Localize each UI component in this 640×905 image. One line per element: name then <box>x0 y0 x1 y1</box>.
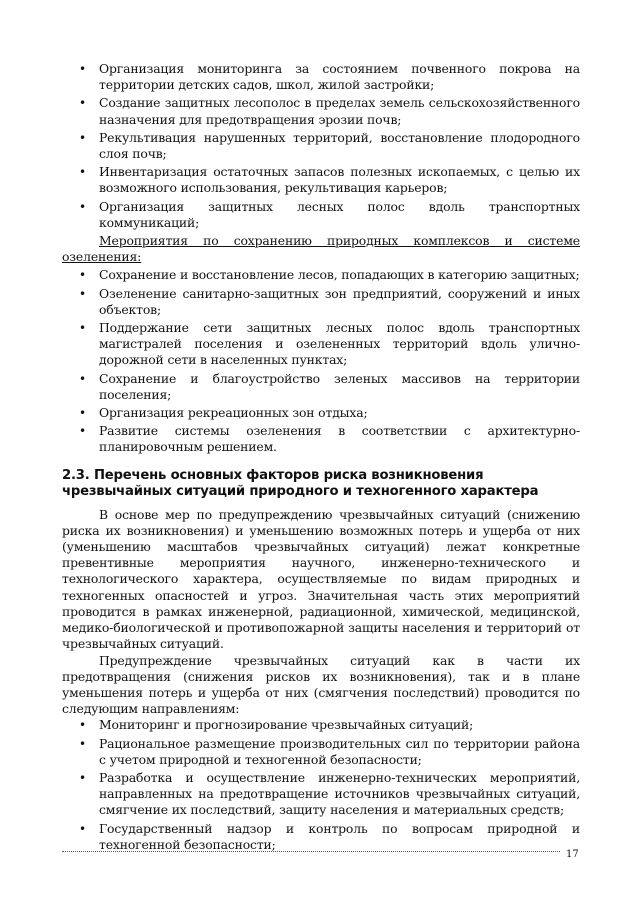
greening-measures-list <box>62 267 580 455</box>
list-item: • Рекультивация нарушенных территорий, восстановление плодородного слоя почв; <box>62 130 580 162</box>
list-item: • Инвентаризация остаточных запасов полезных ископаемых, с целью их возможного использования, рекультивация карьеров; <box>62 164 580 196</box>
list-item: • Разработка и осуществление инженерно-технических мероприятий, направленных на предотвращение источников чрезвычайных ситуаций, смягчение их последствий, защиту населения и материальных средств; <box>62 770 580 819</box>
list-item: • Озеленение санитарно-защитных зон предприятий, сооружений и иных объектов; <box>62 286 580 318</box>
paragraph-prevention-basis: В основе мер по предупреждению чрезвычайных ситуаций (снижению риска их возникновения) и уменьшению возможных потерь и ущерба от них (уменьшению масштабов чрезвычайных ситуаций) лежат конкретные превентивные мероприятия научного, инженерно-технического и технологического характера, осуществляемые по видам природных и техногенных опасностей и угроз. Значительная часть этих мероприятий проводится в рамках инженерной, радиационной, химической, медицинской, медико-биологической и противопожарной защиты населения и территорий от чрезвычайных ситуаций. <box>62 506 580 652</box>
section-title: 2.3. Перечень основных факторов риска возникновения чрезвычайных ситуаций природного и техногенного характера <box>62 467 539 500</box>
prevention-directions-list <box>62 717 580 853</box>
list-item: • Организация мониторинга за состоянием почвенного покрова на территории детских садов, школ, жилой застройки; <box>62 61 580 93</box>
list-item: • Сохранение и благоустройство зеленых массивов на территории поселения; <box>62 371 580 403</box>
list-item: • Организация защитных лесных полос вдоль транспортных коммуникаций; <box>62 199 580 231</box>
paragraph-prevention-directions: Предупреждение чрезвычайных ситуаций как в части их предотвращения (снижения рисков их возникновения), так и в плане уменьшения потерь и ущерба от них (смягчения последствий) проводится по следующим направлениям: <box>62 652 580 717</box>
list-item: • Поддержание сети защитных лесных полос вдоль транспортных магистралей поселения и озелененных территорий вдоль улично-дорожной сети в населенных пунктах; <box>62 320 580 369</box>
page-number: 17 <box>566 849 579 860</box>
list-item: • Организация рекреационных зон отдыха; <box>62 405 580 421</box>
soil-measures-list <box>62 61 580 231</box>
nature-complex-subheading: Мероприятия по сохранению природных комплексов и системе озеленения: <box>62 233 580 265</box>
list-item: • Создание защитных лесополос в пределах земель сельскохозяйственного назначения для предотвращения эрозии почв; <box>62 95 580 127</box>
list-item: • Рациональное размещение производительных сил по территории района с учетом природной и техногенной безопасности; <box>62 736 580 768</box>
list-item: • Развитие системы озеленения в соответствии с архитектурно-планировочным решением. <box>62 423 580 455</box>
footer-divider <box>62 851 560 852</box>
list-item: • Государственный надзор и контроль по вопросам природной и техногенной безопасности; <box>62 821 580 853</box>
list-item: • Сохранение и восстановление лесов, попадающих в категорию защитных; <box>62 267 580 283</box>
page-content <box>62 61 580 855</box>
list-item: • Мониторинг и прогнозирование чрезвычайных ситуаций; <box>62 717 580 733</box>
